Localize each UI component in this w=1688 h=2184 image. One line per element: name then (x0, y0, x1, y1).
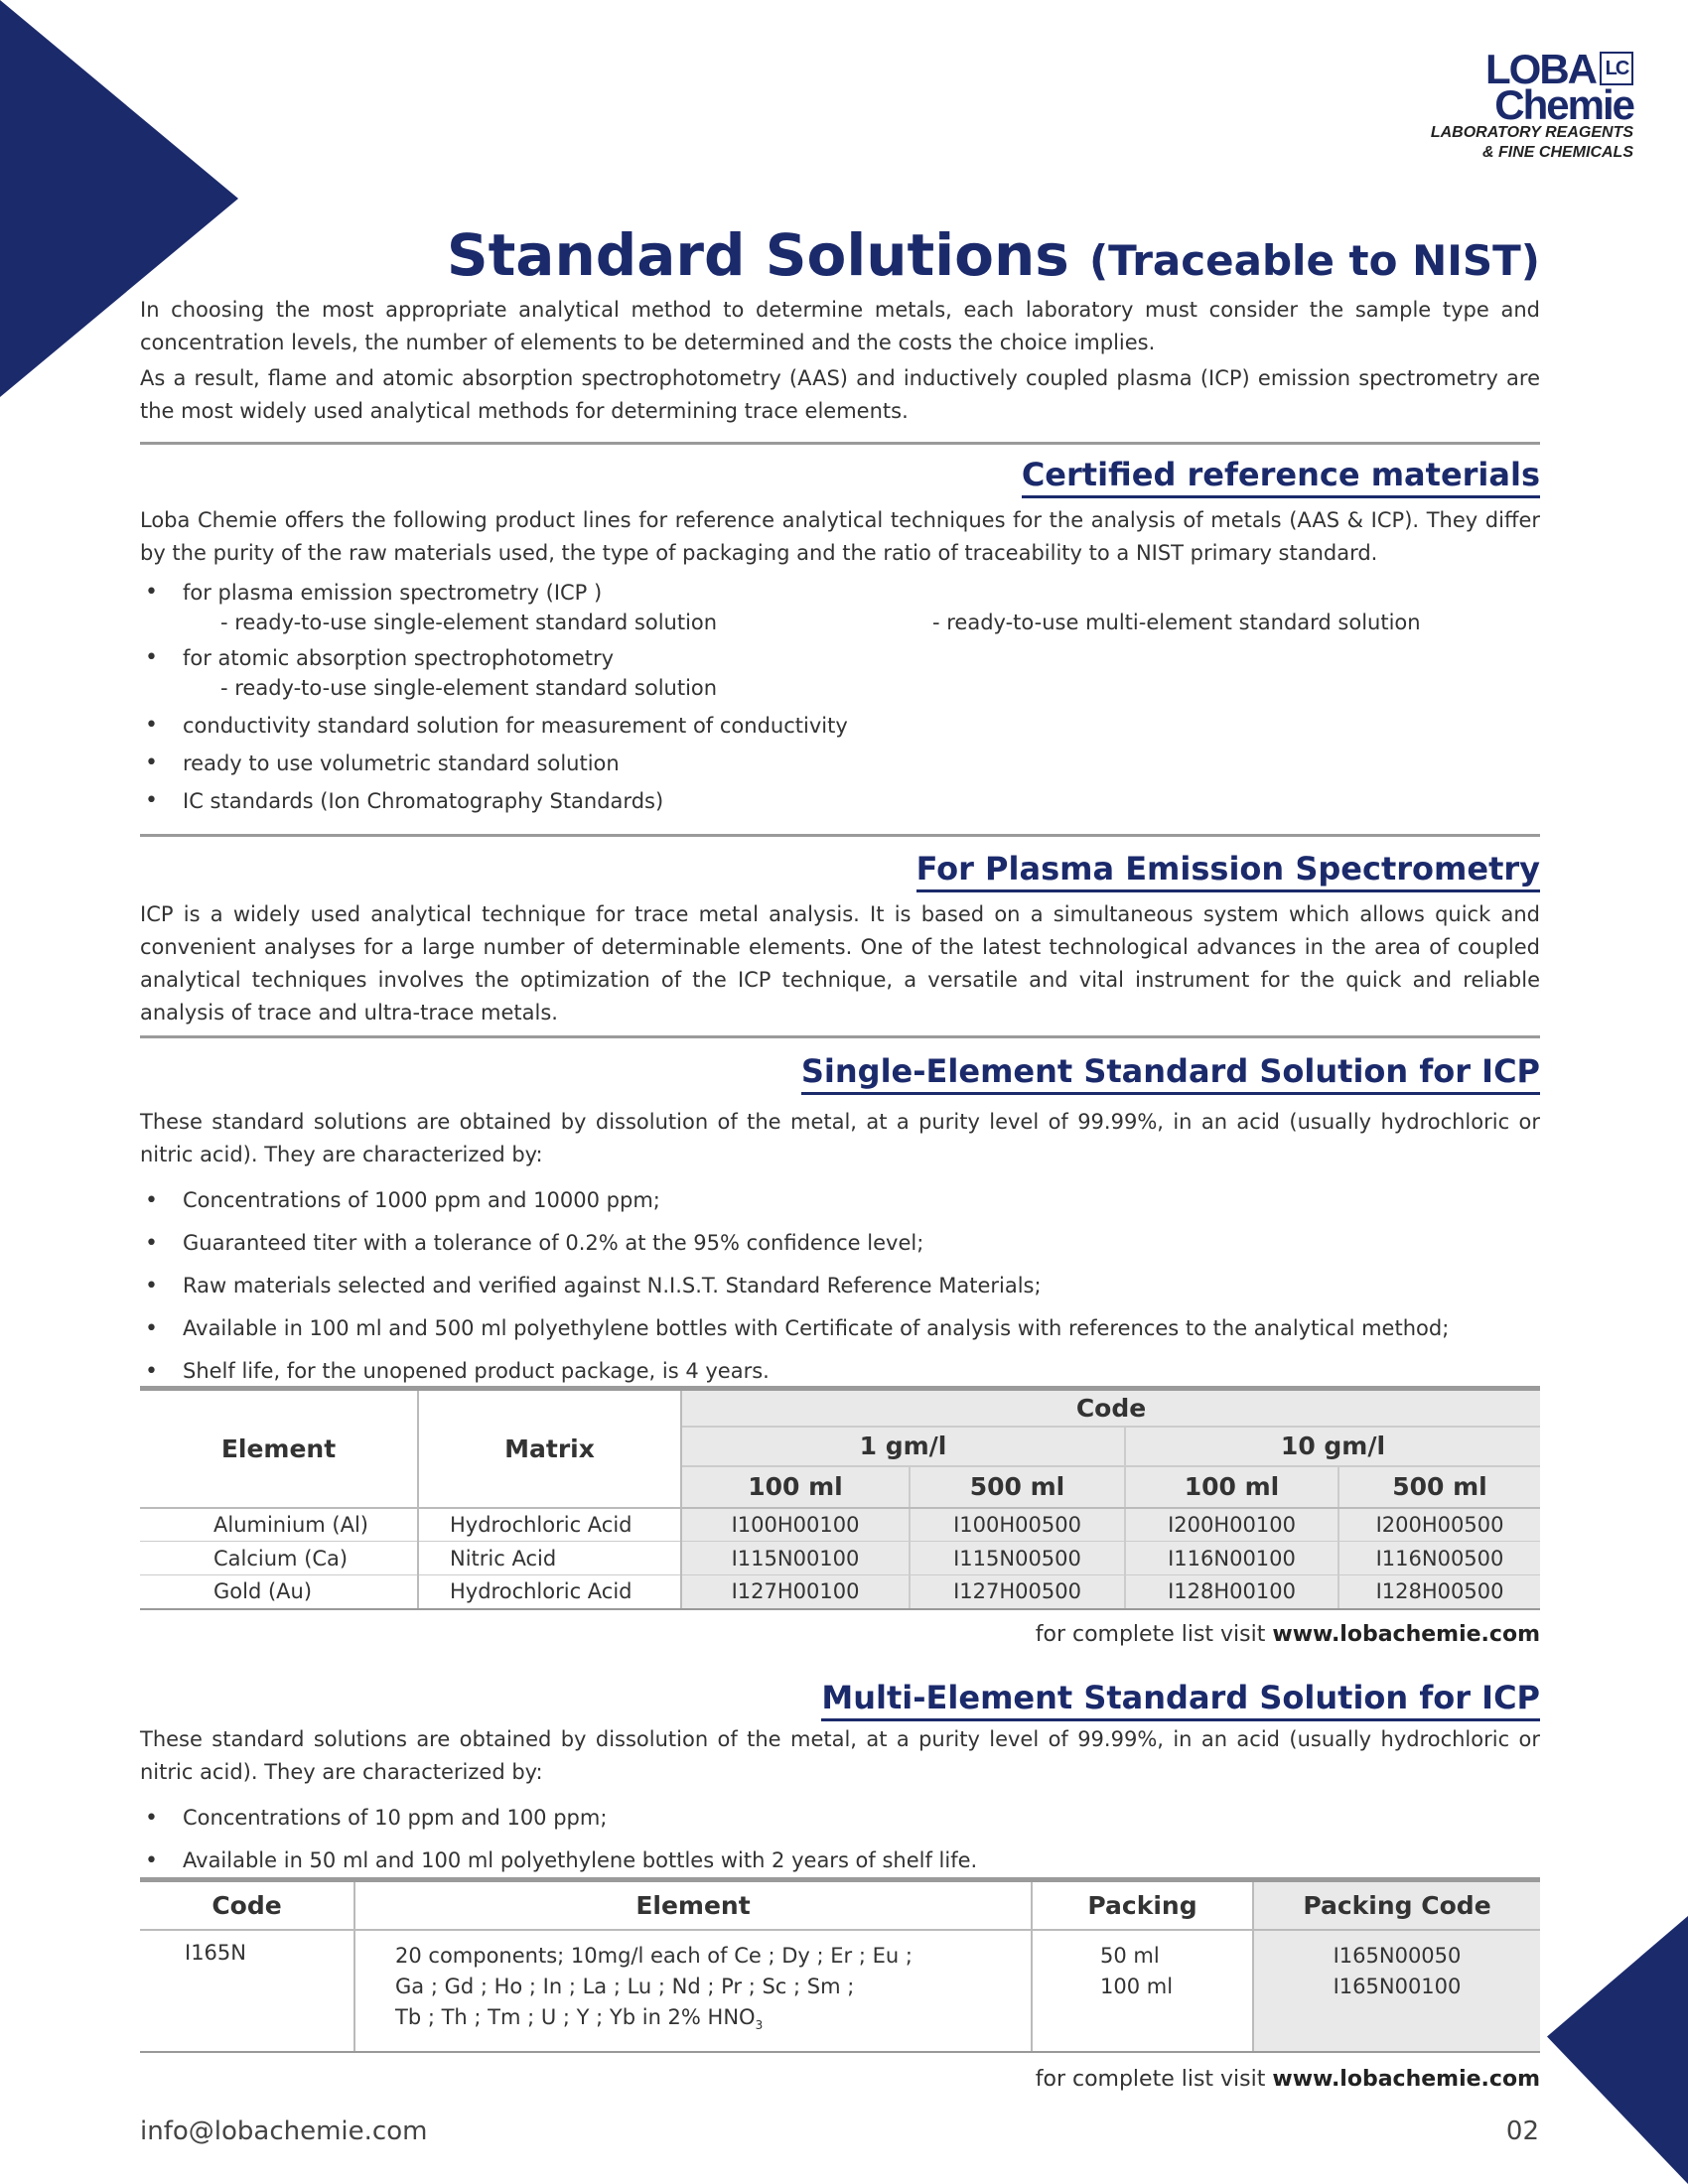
table-cell: I100H00500 (910, 1508, 1125, 1542)
table-cell: I200H00100 (1125, 1508, 1338, 1542)
title-main: Standard Solutions (446, 221, 1069, 289)
table-cell (1253, 1930, 1540, 2052)
table-row (140, 1508, 1540, 1542)
page-number: 02 (1505, 2116, 1539, 2146)
plasma-heading: For Plasma Emission Spectrometry (140, 847, 1540, 890)
table-cell: I127H00100 (681, 1575, 910, 1609)
header-matrix: Matrix (418, 1389, 681, 1508)
table-cell: I116N00500 (1338, 1542, 1540, 1575)
list-item: • Raw materials selected and verified against N.I.S.T. Standard Reference Materials; (140, 1265, 1540, 1307)
corner-triangle-bottom-right (1547, 1916, 1688, 2184)
brand-tagline-2: & FINE CHEMICALS (1482, 144, 1633, 161)
list-item: • Concentrations of 1000 ppm and 10000 ppm; (140, 1179, 1540, 1222)
plasma-section (140, 898, 1540, 1029)
single-visit-note: for complete list visit www.lobachemie.com (1035, 1621, 1540, 1647)
list-item: • for plasma emission spectrometry (ICP ) - ready-to-use single-element standard solution - ready-to-use multi-element standard solution (140, 578, 1540, 635)
multi-section (140, 1723, 1540, 1882)
brand-logo (1430, 46, 1633, 163)
crm-sub-single: - ready-to-use single-element standard solution (220, 611, 718, 634)
packing-code-value: I165N00100 (1333, 1974, 1462, 1998)
divider (140, 442, 1540, 445)
table-cell: I128H00100 (1125, 1575, 1338, 1609)
divider (140, 1035, 1540, 1038)
table-cell-elements (354, 1930, 1032, 2052)
list-item: • Guaranteed titer with a tolerance of 0.2% at the 95% confidence level; (140, 1222, 1540, 1265)
header-packing-code: Packing Code (1253, 1880, 1540, 1930)
crm-heading: Certified reference materials (140, 453, 1540, 496)
crm-list (140, 578, 1540, 816)
intro-section (140, 294, 1540, 428)
list-item: • Concentrations of 10 ppm and 100 ppm; (140, 1797, 1540, 1840)
element-line: 20 components; 10mg/l each of Ce ; Dy ; Er ; Eu ; (395, 1943, 913, 1968)
table-cell: I200H00500 (1338, 1508, 1540, 1542)
table-cell: I115N00500 (910, 1542, 1125, 1575)
list-item: • IC standards (Ion Chromatography Standards) (140, 786, 1540, 816)
header-element: Element (354, 1880, 1032, 1930)
header-500ml: 500 ml (910, 1466, 1125, 1508)
list-item: • ready to use volumetric standard solution (140, 749, 1540, 778)
single-heading: Single-Element Standard Solution for ICP (140, 1049, 1540, 1093)
packing-code-value: I165N00050 (1333, 1943, 1462, 1968)
list-item: • for atomic absorption spectrophotometry - ready-to-use single-element standard solution (140, 643, 1540, 703)
website-link[interactable]: www.lobachemie.com (1272, 2066, 1540, 2092)
divider (140, 834, 1540, 837)
header-100ml: 100 ml (1125, 1466, 1338, 1508)
table-cell (1032, 1930, 1253, 2052)
table-cell: Nitric Acid (418, 1542, 681, 1575)
multi-paragraph: These standard solutions are obtained by dissolution of the metal, at a purity level of 99.99%, in an acid (usually hydrochloric or nitric acid). They are characterized by: (140, 1727, 1540, 1784)
element-line: Ga ; Gd ; Ho ; In ; La ; Lu ; Nd ; Pr ; Sc ; Sm ; (395, 1974, 855, 1998)
multi-visit-note: for complete list visit www.lobachemie.com (1035, 2066, 1540, 2092)
brand-name-line2: Chemie (1494, 81, 1633, 128)
crm-section (140, 504, 1540, 816)
packing-value: 50 ml (1100, 1943, 1160, 1968)
single-list (140, 1179, 1540, 1393)
logo-mark-icon: LC (1600, 52, 1633, 85)
header-1gm: 1 gm/l (681, 1427, 1125, 1466)
table-cell: I127H00500 (910, 1575, 1125, 1609)
element-line: Tb ; Th ; Tm ; U ; Y ; Yb in 2% $HNO_3$ (395, 2004, 764, 2032)
multi-heading: Multi-Element Standard Solution for ICP (140, 1676, 1540, 1719)
crm-sub-multi: - ready-to-use multi-element standard solution (932, 611, 1421, 634)
single-paragraph: These standard solutions are obtained by dissolution of the metal, at a purity level of 99.99%, in an acid (usually hydrochloric or nitric acid). They are characterized by: (140, 1110, 1540, 1166)
footer-email[interactable]: info@lobachemie.com (140, 2116, 428, 2146)
multi-element-table (140, 1877, 1540, 2053)
list-item: • Available in 50 ml and 100 ml polyethylene bottles with 2 years of shelf life. (140, 1840, 1540, 1882)
multi-list (140, 1797, 1540, 1882)
website-link[interactable]: www.lobachemie.com (1272, 1621, 1540, 1647)
table-cell: I165N (140, 1930, 354, 2052)
list-item: • Shelf life, for the unopened product package, is 4 years. (140, 1350, 1540, 1393)
table-row (140, 1575, 1540, 1609)
table-cell: Gold (Au) (140, 1575, 418, 1609)
table-cell: Aluminium (Al) (140, 1508, 418, 1542)
list-item: • conductivity standard solution for measurement of conductivity (140, 711, 1540, 741)
crm-paragraph: Loba Chemie offers the following product lines for reference analytical techniques for the analysis of metals (AAS & ICP). They differ by the purity of the raw materials used, the type of packaging and the ratio of traceability to a NIST primary standard. (140, 508, 1540, 565)
header-code: Code (681, 1389, 1540, 1427)
table-row (140, 1930, 1540, 2052)
table-cell: Hydrochloric Acid (418, 1508, 681, 1542)
intro-paragraph-2: As a result, flame and atomic absorption spectrophotometry (AAS) and inductively coupled plasma (ICP) emission spectrometry are the most widely used analytical methods for determining trace elements. (140, 366, 1540, 423)
table-cell: I116N00100 (1125, 1542, 1338, 1575)
intro-paragraph-1: In choosing the most appropriate analytical method to determine metals, each laboratory must consider the sample type and concentration levels, the number of elements to be determined and the costs the choice implies. (140, 298, 1540, 354)
subscript: 3 (755, 2017, 764, 2032)
multi-table-wrap (140, 1877, 1540, 2092)
header-code: Code (140, 1880, 354, 1930)
header-100ml: 100 ml (681, 1466, 910, 1508)
title-sub: (Traceable to NIST) (1088, 236, 1540, 285)
brand-name-line1: LOBA (1485, 46, 1596, 92)
header-500ml: 500 ml (1338, 1466, 1540, 1508)
single-section (140, 1106, 1540, 1393)
plasma-paragraph: ICP is a widely used analytical technique for trace metal analysis. It is based on a simultaneous system which allows quick and convenient analyses for a large number of determinable elements. One of the latest technological advances in the area of coupled analytical techniques involves the optimization of the ICP technique, a versatile and vital instrument for the quick and reliable analysis of trace and ultra-trace metals. (140, 902, 1540, 1024)
table-cell: I115N00100 (681, 1542, 910, 1575)
table-cell: Hydrochloric Acid (418, 1575, 681, 1609)
table-cell: I100H00100 (681, 1508, 910, 1542)
header-10gm: 10 gm/l (1125, 1427, 1540, 1466)
brand-tagline-1: LABORATORY REAGENTS (1430, 124, 1633, 141)
packing-value: 100 ml (1100, 1974, 1174, 1998)
page-title (140, 220, 1540, 296)
single-element-table (140, 1386, 1540, 1610)
table-cell: I128H00500 (1338, 1575, 1540, 1609)
list-item: • Available in 100 ml and 500 ml polyethylene bottles with Certificate of analysis with references to the analytical method; (140, 1307, 1540, 1350)
single-table-wrap (140, 1386, 1540, 1647)
table-cell: Calcium (Ca) (140, 1542, 418, 1575)
header-element: Element (140, 1389, 418, 1508)
header-packing: Packing (1032, 1880, 1253, 1930)
table-row (140, 1542, 1540, 1575)
crm-sub-aas: - ready-to-use single-element standard solution (220, 676, 718, 700)
